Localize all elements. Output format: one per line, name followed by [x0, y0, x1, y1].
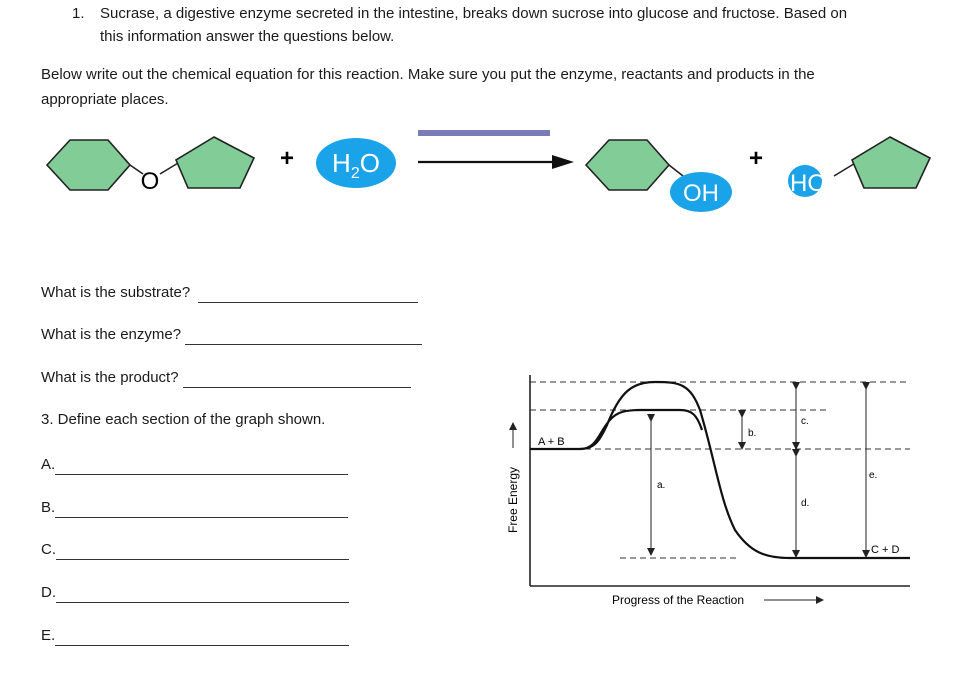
- graph-label-e: e.: [869, 470, 878, 481]
- answer-b-label: B.: [41, 499, 56, 516]
- question-substrate-label: What is the substrate?: [41, 284, 191, 301]
- graph-label-d: d.: [801, 498, 810, 509]
- water-h: H: [332, 148, 351, 178]
- water-o: O: [359, 148, 380, 178]
- reactants-label: A + B: [538, 436, 565, 448]
- plus-sign-2: +: [748, 145, 764, 172]
- oh-label: OH: [683, 180, 719, 207]
- answer-e-label: E.: [41, 627, 56, 644]
- bond-oxygen: O: [140, 168, 160, 195]
- question-1-line-1: Sucrase, a digestive enzyme secreted in the intestine, breaks down sucrose into glucose and fructose. Based on: [100, 5, 848, 22]
- y-axis-label: Free Energy: [506, 466, 520, 534]
- products-label: C + D: [871, 544, 900, 556]
- question-1-number: 1.: [72, 5, 85, 22]
- catalyzed-curve: [580, 410, 702, 449]
- graph-label-a: a.: [657, 480, 666, 491]
- answer-d-label: D.: [41, 584, 56, 601]
- instruction-line-2: appropriate places.: [41, 91, 169, 108]
- ho-label-text: HO: [790, 170, 826, 197]
- question-3: 3. Define each section of the graph shown.: [41, 411, 326, 428]
- question-product-label: What is the product?: [41, 369, 179, 386]
- question-enzyme-label: What is the enzyme?: [41, 326, 182, 343]
- x-axis-label: Progress of the Reaction: [611, 593, 745, 607]
- plus-sign-1: +: [279, 145, 295, 172]
- question-1-line-2: this information answer the questions below.: [100, 28, 395, 45]
- graph-label-b: b.: [748, 428, 757, 439]
- uncatalyzed-curve: [530, 382, 910, 558]
- instruction-line-1: Below write out the chemical equation for this reaction. Make sure you put the enzyme, reactants and products in the: [41, 66, 815, 83]
- graph-label-c: c.: [801, 416, 809, 427]
- answer-a-label: A.: [41, 456, 56, 473]
- water-subscript: 2: [350, 165, 360, 182]
- answer-c-label: C.: [41, 541, 56, 558]
